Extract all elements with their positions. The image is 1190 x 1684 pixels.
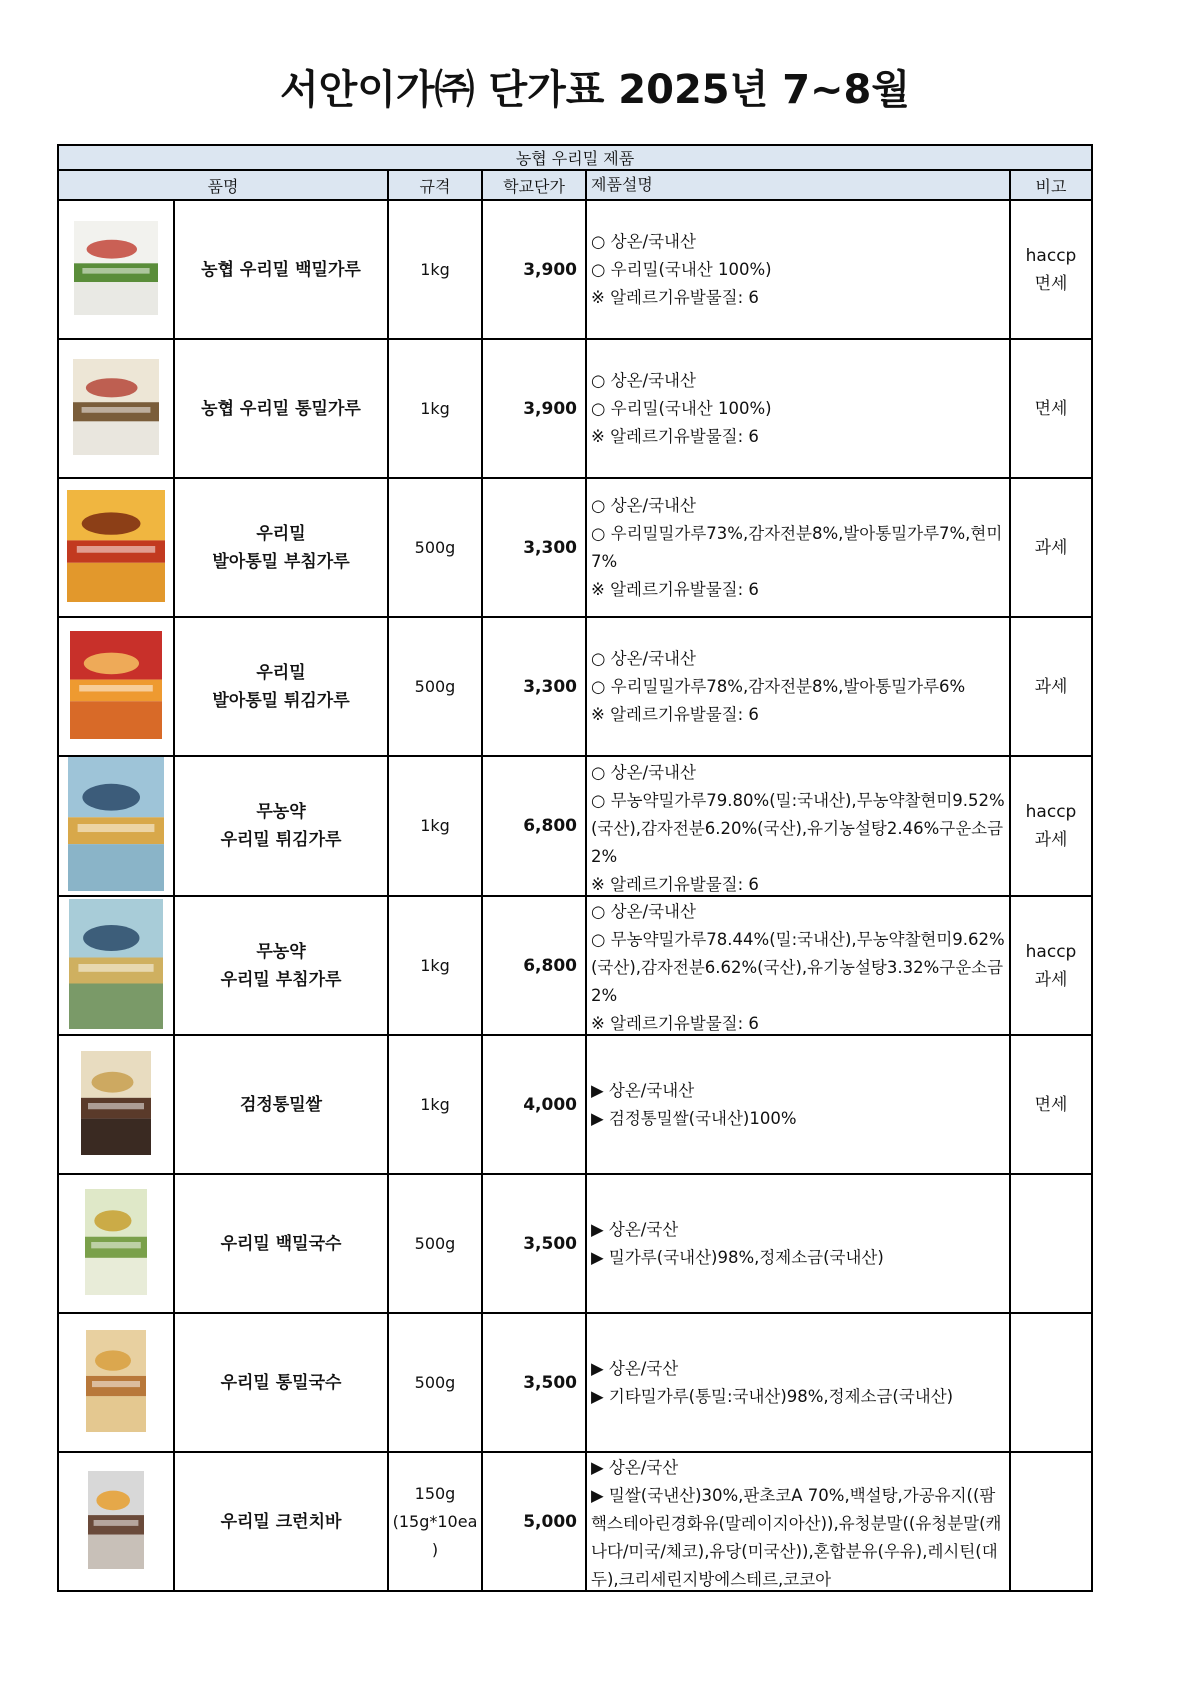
product-spec	[388, 1313, 482, 1452]
description-line: ○ 우리밀(국내산 100%)	[591, 259, 772, 279]
description-body	[591, 645, 1007, 729]
product-spec	[388, 339, 482, 478]
table-row	[58, 617, 1092, 756]
note-line: 과세	[1034, 537, 1068, 558]
product-name-line: 발아통밀 튀김가루	[212, 690, 350, 711]
table-row	[58, 1452, 1092, 1591]
product-image	[67, 490, 165, 602]
product-name-line: 무농약	[256, 802, 306, 822]
description-body	[591, 228, 1007, 312]
product-description	[586, 339, 1010, 478]
product-name	[174, 1452, 388, 1591]
product-image-cell	[58, 1313, 174, 1452]
table-row	[58, 896, 1092, 1035]
product-image-cell	[58, 1174, 174, 1313]
table-row	[58, 1313, 1092, 1452]
product-image	[70, 631, 162, 739]
product-spec-line: 1kg	[420, 398, 450, 418]
header-row	[58, 170, 1092, 200]
description-line: ○ 상온/국내산	[591, 902, 696, 921]
description-line: ▶ 기타밀가루(통밀:국내산)98%,정제소금(국내산)	[591, 1386, 954, 1406]
product-price: 3,900	[482, 200, 586, 339]
description-body	[591, 1454, 1007, 1589]
description-body	[591, 1077, 1007, 1133]
description-line: ※ 알레르기유발물질: 6	[591, 426, 759, 446]
description-line: ▶ 검정통밀쌀(국내산)100%	[591, 1108, 797, 1128]
description-body	[591, 367, 1007, 451]
product-name-line: 농협 우리밀 통밀가루	[201, 398, 361, 419]
note-line: haccp	[1025, 245, 1077, 266]
product-price: 4,000	[482, 1035, 586, 1174]
product-image-cell	[58, 339, 174, 478]
product-note	[1010, 1035, 1092, 1174]
page-title: 서안이가㈜ 단가표 2025년 7~8월	[279, 67, 911, 113]
product-spec	[388, 1174, 482, 1313]
product-note	[1010, 1313, 1092, 1452]
table-row	[58, 1174, 1092, 1313]
product-note	[1010, 478, 1092, 617]
note-line: 면세	[1034, 398, 1068, 419]
price-table	[57, 144, 1093, 1592]
product-image	[88, 1471, 144, 1569]
product-price: 5,000	[482, 1452, 586, 1591]
product-image	[68, 757, 164, 891]
product-image-cell	[58, 1452, 174, 1591]
description-line: ○ 무농약밀가루78.44%(밀:국내산),무농약찰현미9.62%(국산),감자전분6.62%(국산),유기농설탕3.32%구운소금2%	[591, 930, 1005, 1005]
product-note	[1010, 339, 1092, 478]
product-price: 6,800	[482, 896, 586, 1035]
product-description	[586, 478, 1010, 617]
description-body	[591, 492, 1007, 604]
product-price: 3,300	[482, 478, 586, 617]
product-image-cell	[58, 478, 174, 617]
product-image-cell	[58, 896, 174, 1035]
product-description	[586, 1313, 1010, 1452]
product-image	[85, 1189, 147, 1295]
header-name: 품명	[58, 170, 388, 200]
table-row	[58, 756, 1092, 896]
product-image-cell	[58, 1035, 174, 1174]
description-line: ▶ 상온/국산	[591, 1458, 679, 1477]
description-body	[591, 1216, 1007, 1272]
product-note	[1010, 617, 1092, 756]
product-image-cell	[58, 756, 174, 896]
product-name-line: 발아통밀 부침가루	[212, 551, 350, 572]
product-image	[69, 899, 163, 1029]
description-line: ▶ 상온/국내산	[591, 1080, 695, 1100]
product-description	[586, 756, 1010, 896]
description-line: ※ 알레르기유발물질: 6	[591, 704, 759, 724]
product-name	[174, 617, 388, 756]
product-spec-line: 500g	[414, 676, 456, 696]
description-line: ※ 알레르기유발물질: 6	[591, 287, 759, 307]
description-line: ○ 무농약밀가루79.80%(밀:국내산),무농약찰현미9.52%(국산),감자전분6.20%(국산),유기농설탕2.46%구운소금2%	[591, 790, 1005, 866]
product-description	[586, 617, 1010, 756]
product-name-line: 우리밀 백밀국수	[220, 1233, 342, 1254]
table-row	[58, 339, 1092, 478]
product-spec-line: 1kg	[420, 816, 450, 835]
product-name-line: 검정통밀쌀	[239, 1094, 323, 1115]
description-line: ○ 상온/국내산	[591, 231, 696, 251]
product-description	[586, 1174, 1010, 1313]
description-line: ○ 상온/국내산	[591, 370, 696, 390]
description-line: ※ 알레르기유발물질: 6	[591, 1014, 759, 1033]
product-name	[174, 896, 388, 1035]
product-spec	[388, 1035, 482, 1174]
note-line: 면세	[1034, 1094, 1068, 1115]
product-spec-line: 500g	[414, 537, 456, 557]
product-name-line: 농협 우리밀 백밀가루	[201, 259, 361, 280]
product-price: 6,800	[482, 756, 586, 896]
description-line: ○ 우리밀밀가루73%,감자전분8%,발아통밀가루7%,현미7%	[591, 523, 1003, 571]
product-spec-line: 500g	[414, 1372, 456, 1392]
product-spec	[388, 478, 482, 617]
header-price: 학교단가	[482, 170, 586, 200]
description-line: ▶ 상온/국산	[591, 1358, 679, 1378]
product-description	[586, 1452, 1010, 1591]
description-body	[591, 1355, 1007, 1411]
description-line: ※ 알레르기유발물질: 6	[591, 579, 759, 599]
product-spec-line: 1kg	[420, 955, 450, 975]
table-row	[58, 478, 1092, 617]
product-price: 3,300	[482, 617, 586, 756]
product-spec-line: 1kg	[420, 1094, 450, 1114]
product-name	[174, 339, 388, 478]
note-line: 과세	[1034, 969, 1068, 990]
product-note	[1010, 1174, 1092, 1313]
table-row	[58, 200, 1092, 339]
header-desc: 제품설명	[586, 170, 1010, 200]
product-spec	[388, 617, 482, 756]
product-name	[174, 478, 388, 617]
product-image	[86, 1330, 146, 1432]
product-spec	[388, 756, 482, 896]
product-name	[174, 1313, 388, 1452]
product-note	[1010, 200, 1092, 339]
product-name	[174, 200, 388, 339]
description-line: ▶ 밀쌀(국낸산)30%,판초코A 70%,백설탕,가공유지((팜핵스테아린경화유(말레이지아산)),유청분말((유청분말(캐나다/미국/체코),유당(미국산)),혼합분유(우유),레시틴(대두),크리세린지방에스테르,코코아	[591, 1486, 1002, 1589]
description-body	[591, 898, 1007, 1033]
table-row	[58, 1035, 1092, 1174]
product-name	[174, 1035, 388, 1174]
description-line: ○ 상온/국내산	[591, 495, 696, 515]
product-name-line: 무농약	[256, 941, 306, 962]
description-line: ▶ 상온/국산	[591, 1219, 679, 1239]
product-spec-line: 1kg	[420, 259, 450, 279]
product-image-cell	[58, 200, 174, 339]
product-spec-line: 150g	[414, 1483, 456, 1503]
product-spec-line: )	[431, 1539, 439, 1559]
product-price: 3,900	[482, 339, 586, 478]
description-line: ○ 우리밀(국내산 100%)	[591, 398, 772, 418]
section-title: 농협 우리밀 제품	[58, 145, 1092, 170]
product-price: 3,500	[482, 1313, 586, 1452]
product-image	[74, 221, 158, 315]
note-line: haccp	[1025, 802, 1077, 822]
product-name-line: 우리밀 통밀국수	[220, 1372, 342, 1393]
product-description	[586, 200, 1010, 339]
product-name-line: 우리밀	[256, 662, 306, 683]
product-spec-line: (15g*10ea	[392, 1511, 478, 1531]
description-line: ▶ 밀가루(국내산)98%,정제소금(국내산)	[591, 1247, 884, 1267]
description-line: ○ 상온/국내산	[591, 762, 696, 782]
product-note	[1010, 896, 1092, 1035]
header-spec: 규격	[388, 170, 482, 200]
header-note: 비고	[1010, 170, 1092, 200]
product-name-line: 우리밀 부침가루	[220, 969, 342, 990]
product-name-line: 우리밀	[256, 523, 306, 544]
product-description	[586, 1035, 1010, 1174]
product-spec	[388, 200, 482, 339]
product-image	[73, 359, 159, 455]
product-price: 3,500	[482, 1174, 586, 1313]
product-spec-line: 500g	[414, 1233, 456, 1253]
note-line: haccp	[1025, 941, 1077, 962]
description-line: ○ 우리밀밀가루78%,감자전분8%,발아통밀가루6%	[591, 676, 966, 696]
description-line: ※ 알레르기유발물질: 6	[591, 874, 759, 894]
product-image-cell	[58, 617, 174, 756]
description-body	[591, 759, 1007, 894]
note-line: 면세	[1034, 273, 1068, 294]
product-name-line: 우리밀 튀김가루	[220, 830, 342, 850]
product-image	[81, 1051, 151, 1155]
product-name-line: 우리밀 크런치바	[220, 1511, 342, 1532]
product-note	[1010, 1452, 1092, 1591]
note-line: 과세	[1034, 676, 1068, 697]
note-line: 과세	[1034, 830, 1068, 850]
product-spec	[388, 1452, 482, 1591]
description-line: ○ 상온/국내산	[591, 648, 696, 668]
product-description	[586, 896, 1010, 1035]
product-name	[174, 1174, 388, 1313]
product-name	[174, 756, 388, 896]
product-note	[1010, 756, 1092, 896]
product-spec	[388, 896, 482, 1035]
